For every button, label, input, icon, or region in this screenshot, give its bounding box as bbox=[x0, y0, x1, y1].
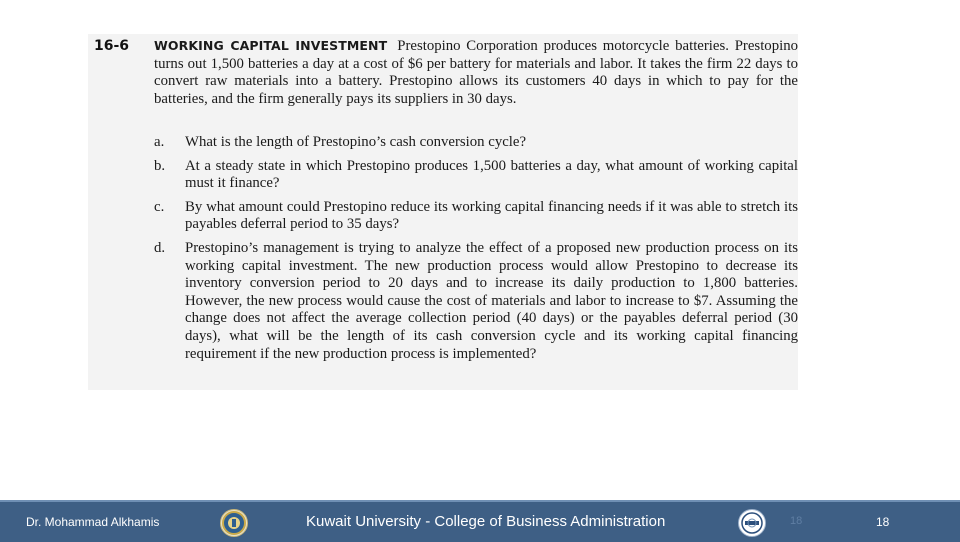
part-text: Prestopino’s management is trying to analyze the effect of a proposed new production process on its working capital investment. The new production process would allow Prestopino to decrease its inventory conversion period to 20 days and to increase its daily production to 1,800 batteries. However, the new process would cause the cost of materials and labor to increase to $7. Assuming the change does not affect the average collection period (40 days) or the payables deferral period (30 days), what will be the length of its cash conversion cycle and its working capital financing requirement if the new production process is implemented? bbox=[185, 239, 798, 362]
footer-page-number: 18 bbox=[876, 515, 890, 529]
question-part bbox=[154, 199, 798, 234]
slide-footer bbox=[0, 500, 960, 542]
problem-intro bbox=[154, 37, 798, 108]
problem-intro-text: Prestopino Corporation produces motorcycle batteries. Prestopino turns out 1,500 batteries a day at a cost of $6 per battery for materials and labor. It takes the firm 22 days to convert raw materials into a battery. Prestopino allows its customers 40 days in which to pay for the batteries, and the firm generally pays its suppliers in 30 days. bbox=[154, 38, 798, 107]
question-part bbox=[154, 134, 798, 152]
problem-number: 16-6 bbox=[94, 38, 130, 54]
question-parts bbox=[154, 134, 798, 369]
part-letter: b. bbox=[154, 157, 166, 174]
part-letter: d. bbox=[154, 239, 166, 256]
problem-image bbox=[88, 34, 798, 390]
part-letter: c. bbox=[154, 198, 165, 215]
question-part bbox=[154, 240, 798, 363]
footer-page-watermark: 18 bbox=[790, 515, 803, 527]
problem-heading: WORKING CAPITAL INVESTMENT bbox=[154, 38, 388, 53]
question-part bbox=[154, 158, 798, 193]
kuwait-university-logo-icon bbox=[220, 509, 248, 537]
part-text: At a steady state in which Prestopino produces 1,500 batteries a day, what amount of working capital must it finance? bbox=[185, 157, 798, 192]
aacsb-logo-icon bbox=[738, 509, 766, 537]
part-letter: a. bbox=[154, 134, 165, 150]
part-text: By what amount could Prestopino reduce its working capital financing needs if it was able to stretch its payables deferral period to 35 days? bbox=[185, 198, 798, 233]
footer-author: Dr. Mohammad Alkhamis bbox=[26, 515, 160, 529]
part-text: What is the length of Prestopino’s cash conversion cycle? bbox=[185, 134, 527, 150]
footer-institution: Kuwait University - College of Business Administration bbox=[306, 513, 666, 530]
